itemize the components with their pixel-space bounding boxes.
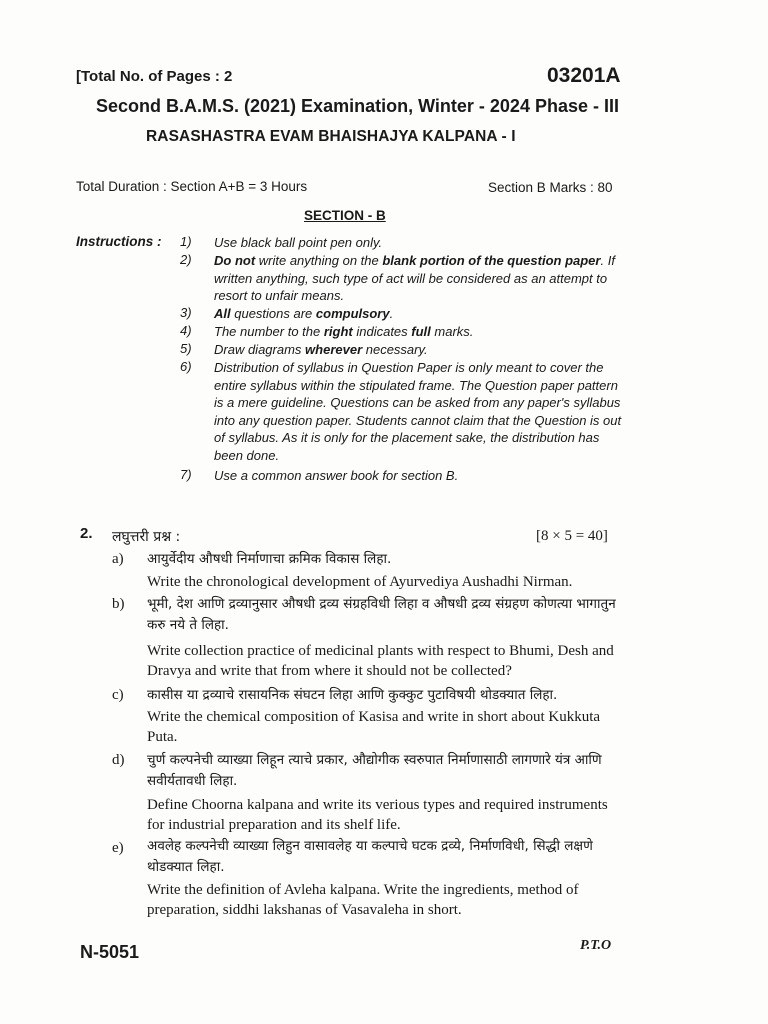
instruction-text: Use a common answer book for section B. bbox=[214, 468, 459, 483]
instruction-emphasis: right bbox=[323, 324, 353, 339]
question-marks: [8 × 5 = 40] bbox=[536, 528, 608, 544]
sub-question-label: a) bbox=[112, 551, 124, 567]
instruction-text: write anything on the bbox=[255, 253, 383, 268]
instruction-text: necessary. bbox=[362, 342, 428, 357]
instruction-number: 6) bbox=[180, 359, 192, 374]
sub-question-marathi: कासीस या द्रव्याचे रासायनिक संघटन लिहा आणि कुक्कुट पुटाविषयी थोडक्यात लिहा. bbox=[147, 687, 558, 703]
instruction-text: indicates bbox=[352, 324, 412, 339]
sub-question-marathi: अवलेह कल्पनेची व्याख्या लिहुन वासावलेह या कल्पाचे घटक द्रव्ये, निर्माणविधी, सिद्धी लक्षणे थोडक्यात लिहा. bbox=[147, 838, 593, 875]
section-marks: Section B Marks : 80 bbox=[488, 180, 613, 195]
total-duration: Total Duration : Section A+B = 3 Hours bbox=[76, 179, 308, 194]
sub-question-marathi: भूमी, देश आणि द्रव्यानुसार औषधी द्रव्य संग्रहविधी लिहा व औषधी द्रव्य संग्रहण कोणत्या भागातुन करु नये ते लिहा. bbox=[147, 596, 616, 633]
instruction-emphasis: full bbox=[411, 324, 431, 339]
instruction-text: marks. bbox=[430, 324, 474, 339]
sub-question-label: b) bbox=[112, 596, 125, 612]
instruction-item bbox=[214, 323, 626, 341]
instruction-emphasis: All bbox=[214, 306, 231, 321]
sub-question-label: e) bbox=[112, 840, 124, 856]
instruction-emphasis: Do not bbox=[214, 253, 256, 268]
instruction-number: 1) bbox=[180, 234, 192, 249]
instruction-number: 2) bbox=[180, 252, 192, 267]
instruction-number: 7) bbox=[180, 467, 192, 482]
instruction-text: . If written anything, such type of act will be considered as an attempt to resort to unfair means. bbox=[214, 253, 615, 303]
instruction-item bbox=[214, 305, 626, 323]
page-turn-over: P.T.O bbox=[580, 938, 612, 953]
instruction-emphasis: wherever bbox=[305, 342, 363, 357]
sub-question-english: Write the chronological development of Ayurvediya Aushadhi Nirman. bbox=[147, 574, 573, 590]
instruction-text: Draw diagrams bbox=[214, 342, 306, 357]
instruction-emphasis: compulsory bbox=[315, 306, 390, 321]
sub-question-english: Define Choorna kalpana and write its verious types and required instruments for industrial preparation and its shelf life. bbox=[147, 797, 608, 833]
instruction-item bbox=[214, 252, 626, 305]
instruction-text: questions are bbox=[230, 306, 316, 321]
instruction-item bbox=[214, 341, 626, 359]
instruction-item bbox=[214, 234, 626, 252]
instruction-text: Use black ball point pen only. bbox=[214, 235, 383, 250]
instructions-label: Instructions : bbox=[76, 234, 162, 249]
sub-question-marathi: आयुर्वेदीय औषधी निर्माणाचा क्रमिक विकास लिहा. bbox=[147, 551, 392, 567]
instruction-item bbox=[214, 359, 626, 464]
sub-question-marathi: चुर्ण कल्पनेची व्याख्या लिहून त्याचे प्रकार, औद्योगीक स्वरुपात निर्माणासाठी लागणारे यंत्र आणि सवीर्यतावधी लिहा. bbox=[147, 752, 602, 789]
question-title: लघुत्तरी प्रश्न : bbox=[112, 529, 181, 545]
instruction-item bbox=[214, 467, 626, 485]
instruction-number: 3) bbox=[180, 305, 192, 320]
instruction-emphasis: blank portion of the question paper bbox=[382, 253, 601, 268]
total-pages: [Total No. of Pages : 2 bbox=[76, 68, 233, 85]
instruction-text: Distribution of syllabus in Question Paper is only meant to cover the entire syllabus within the stipulated frame. The Question paper pattern is a mere guideline. Questions can be asked from any paper's syllabus into any question paper. Students cannot claim that the Question is out of syllabus. As it is only for the placement sake, the distribution has been done. bbox=[214, 360, 622, 463]
sub-question-english: Write collection practice of medicinal plants with respect to Bhumi, Desh and Dravya and write that from where it should not be collected? bbox=[147, 643, 614, 679]
question-number: 2. bbox=[80, 525, 93, 542]
instruction-number: 4) bbox=[180, 323, 192, 338]
section-heading: SECTION - B bbox=[304, 208, 386, 223]
sub-question-label: d) bbox=[112, 752, 125, 768]
instruction-text: The number to the bbox=[214, 324, 324, 339]
exam-title: Second B.A.M.S. (2021) Examination, Winter - 2024 Phase - III bbox=[96, 96, 619, 116]
sub-question-english: Write the definition of Avleha kalpana. Write the ingredients, method of preparation, siddhi lakshanas of Vasavaleha in short. bbox=[147, 882, 579, 918]
footer-code: N-5051 bbox=[80, 942, 140, 962]
sub-question-label: c) bbox=[112, 687, 124, 703]
sub-question-english: Write the chemical composition of Kasisa and write in short about Kukkuta Puta. bbox=[147, 709, 601, 745]
instruction-number: 5) bbox=[180, 341, 192, 356]
paper-code: 03201A bbox=[547, 64, 621, 87]
subject-title: RASASHASTRA EVAM BHAISHAJYA KALPANA - I bbox=[146, 128, 516, 145]
instruction-text: . bbox=[389, 306, 394, 321]
